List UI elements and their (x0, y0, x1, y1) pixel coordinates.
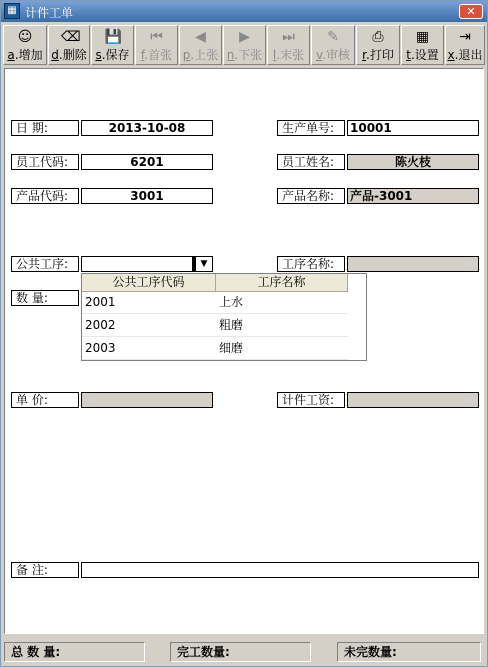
product-name-label: 产品名称: (277, 188, 345, 204)
toolbar-button-9[interactable] (401, 25, 444, 65)
dropdown-row[interactable] (82, 292, 348, 314)
dropdown-row[interactable] (82, 315, 348, 337)
process-dropdown-list (81, 273, 367, 361)
dropdown-cell-name: 细磨 (219, 341, 244, 355)
toolbar-button-label: a.增加 (7, 48, 43, 62)
exit-icon: ⇥ (459, 29, 471, 45)
toolbar-button-3[interactable] (135, 25, 178, 65)
delete-icon: ⌫ (61, 29, 81, 45)
process-label: 公共工序: (11, 256, 79, 272)
process-name-label: 工序名称: (277, 256, 345, 272)
order-no-label: 生产单号: (277, 120, 345, 136)
last-record-icon: ⏭ (282, 29, 295, 45)
toolbar-button-label: t.设置 (406, 48, 439, 62)
completed-quantity-status: 完工数量: (170, 642, 311, 662)
dropdown-cell-code: 2003 (85, 341, 116, 355)
status-bar (1, 637, 487, 666)
approve-icon: ✎ (327, 29, 339, 45)
process-name-field (347, 256, 479, 272)
app-icon: ▦ (4, 3, 20, 19)
close-button[interactable]: ✕ (459, 4, 483, 19)
employee-code-label: 员工代码: (11, 154, 79, 170)
toolbar-button-label: n.下张 (226, 48, 263, 62)
dropdown-cell-name: 上水 (219, 295, 244, 309)
add-icon: ☺ (17, 29, 33, 45)
toolbar-button-label: l.末张 (272, 48, 305, 62)
toolbar-button-label: p.上张 (182, 48, 219, 62)
date-field[interactable]: 2013-10-08 (81, 120, 213, 136)
first-record-icon: ⏮ (150, 29, 163, 45)
title-bar[interactable] (1, 1, 487, 22)
dropdown-cell-code: 2001 (85, 295, 116, 309)
date-label: 日 期: (11, 120, 79, 136)
toolbar-button-label: d.删除 (51, 48, 87, 62)
uncompleted-quantity-status: 未完数量: (337, 642, 481, 662)
form-panel (4, 68, 484, 634)
print-icon: ⎙ (372, 29, 384, 45)
toolbar-button-6[interactable] (267, 25, 310, 65)
dropdown-row[interactable] (82, 338, 348, 360)
previous-record-icon: ◀ (195, 29, 206, 45)
employee-name-label: 员工姓名: (277, 154, 345, 170)
toolbar-button-2[interactable] (91, 25, 134, 65)
toolbar-button-5[interactable] (223, 25, 266, 65)
dropdown-header-name[interactable]: 工序名称 (216, 274, 348, 292)
dropdown-arrow-icon[interactable]: ▼ (192, 257, 212, 271)
order-no-field[interactable]: 10001 (347, 120, 479, 136)
toolbar-button-label: v.审核 (316, 48, 350, 62)
dropdown-cell-code: 2002 (85, 318, 116, 332)
toolbar (1, 23, 487, 67)
toolbar-button-4[interactable] (179, 25, 222, 65)
employee-name-field: 陈火枝 (347, 154, 479, 170)
window-title: 计件工单 (25, 6, 74, 20)
total-quantity-status: 总 数 量: (4, 642, 145, 662)
quantity-label: 数 量: (11, 290, 79, 306)
toolbar-button-label: x.退出 (447, 48, 483, 62)
toolbar-button-0[interactable] (3, 25, 47, 65)
employee-code-field[interactable]: 6201 (81, 154, 213, 170)
dropdown-header-code[interactable]: 公共工序代码 (82, 274, 216, 292)
wage-field (347, 392, 479, 408)
product-code-label: 产品代码: (11, 188, 79, 204)
next-record-icon: ▶ (239, 29, 250, 45)
toolbar-button-10[interactable] (445, 25, 485, 65)
process-combobox[interactable] (81, 256, 213, 272)
save-icon: 💾 (104, 29, 122, 45)
remark-field[interactable] (81, 562, 479, 578)
remark-label: 备 注: (11, 562, 79, 578)
wage-label: 计件工资: (277, 392, 345, 408)
unit-price-label: 单 价: (11, 392, 79, 408)
toolbar-button-8[interactable] (356, 25, 400, 65)
toolbar-button-1[interactable] (48, 25, 90, 65)
product-name-field: 产品-3001 (347, 188, 479, 204)
product-code-field[interactable]: 3001 (81, 188, 213, 204)
toolbar-button-7[interactable] (311, 25, 355, 65)
settings-icon: ▦ (415, 29, 430, 45)
toolbar-button-label: r.打印 (362, 48, 394, 62)
unit-price-field (81, 392, 213, 408)
toolbar-button-label: s.保存 (95, 48, 130, 62)
dropdown-cell-name: 粗磨 (219, 318, 244, 332)
toolbar-button-label: f.首张 (140, 48, 173, 62)
